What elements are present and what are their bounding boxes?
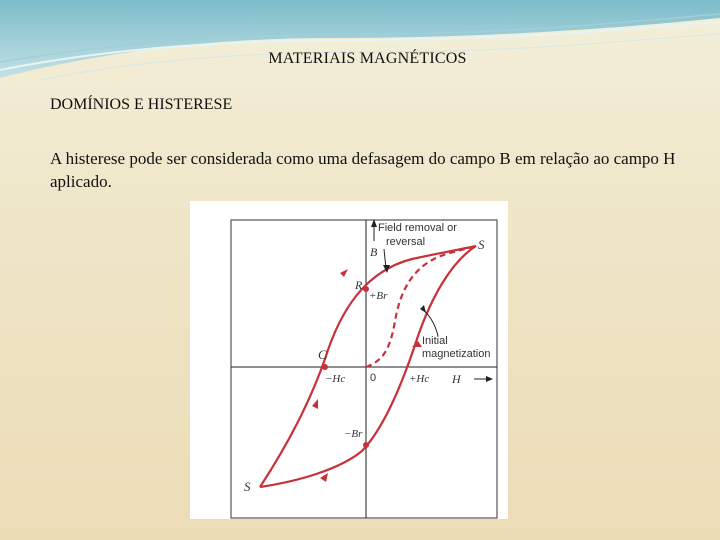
initial-arrowhead <box>420 305 426 313</box>
label-field-removal-1: Field removal or <box>378 222 457 234</box>
remanence-point-neg <box>363 442 369 448</box>
label-s-bottom: S <box>244 479 251 494</box>
label-br-pos: +Br <box>369 290 388 302</box>
initial-pointer <box>422 309 438 336</box>
loop-arrow <box>312 399 318 409</box>
label-hc-neg: −Hc <box>325 373 346 385</box>
coercivity-point-neg <box>322 364 328 370</box>
hysteresis-diagram <box>190 201 508 519</box>
label-br-neg: −Br <box>344 428 363 440</box>
hysteresis-figure <box>190 201 508 519</box>
label-initial-2: magnetization <box>422 348 491 360</box>
label-c: C <box>318 347 327 362</box>
label-b-axis: B <box>370 245 378 259</box>
header-wave-decoration <box>0 0 720 90</box>
label-initial-1: Initial <box>422 335 448 347</box>
body-paragraph: A histerese pode ser considerada como uma defasagem do campo B em relação ao campo H aplicado. <box>50 149 676 191</box>
slide-title: MATERIAIS MAGNÉTICOS <box>268 50 467 67</box>
label-s-top: S <box>478 237 485 252</box>
diagram-frame <box>231 220 497 518</box>
section-heading: DOMÍNIOS E HISTERESE <box>50 96 233 113</box>
label-hc-pos: +Hc <box>409 373 430 385</box>
loop-arrow <box>320 473 328 482</box>
label-field-removal-2: reversal <box>386 236 426 248</box>
h-arrowhead <box>486 376 493 382</box>
label-zero: 0 <box>370 372 377 384</box>
loop-arrow <box>340 269 348 277</box>
label-r: R <box>355 278 363 292</box>
label-h-axis: H <box>452 372 461 386</box>
